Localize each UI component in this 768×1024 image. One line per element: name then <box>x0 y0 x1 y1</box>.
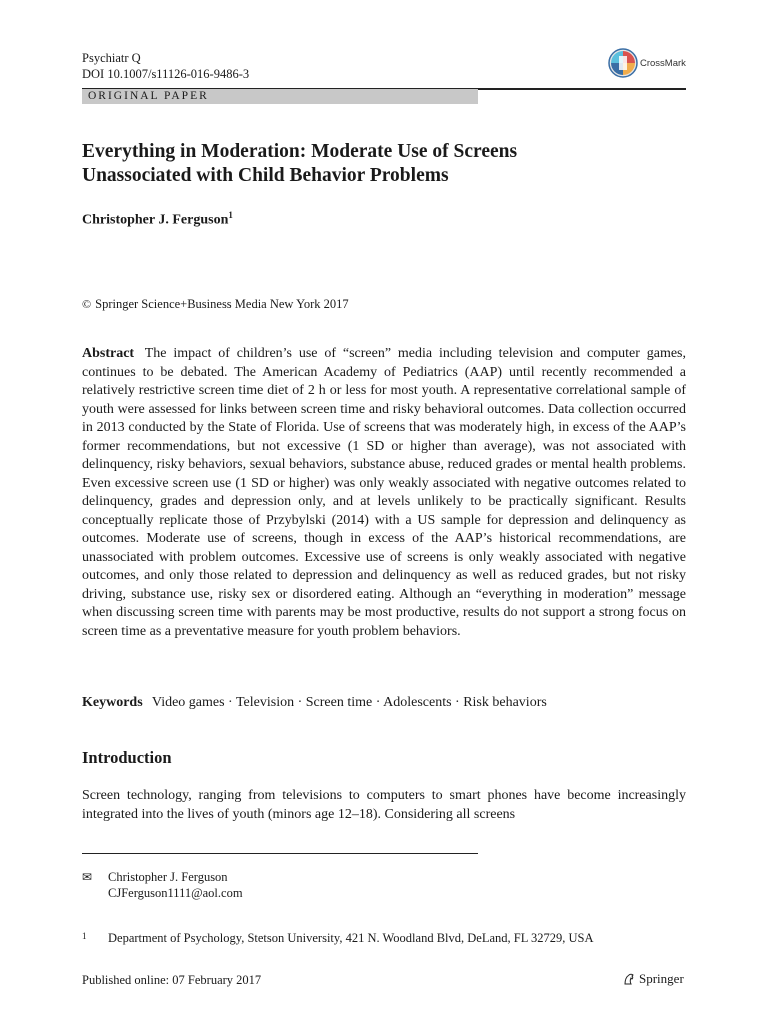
author-name[interactable]: Christopher J. Ferguson <box>82 212 229 228</box>
contact-name: Christopher J. Ferguson <box>108 870 228 884</box>
introduction-paragraph: Screen technology, ranging from televisions to computers to smart phones have become increasingly integrated into the lives of youth (minors age 12–18). Considering all screens <box>82 788 686 822</box>
abstract <box>82 345 686 641</box>
affiliation-text: Department of Psychology, Stetson University, 421 N. Woodland Blvd, DeLand, FL 32729, USA <box>108 931 594 945</box>
copyright-icon: © <box>82 297 92 311</box>
crossmark-label: CrossMark <box>640 57 686 69</box>
keywords <box>82 695 686 711</box>
publisher-logo <box>622 971 684 987</box>
abstract-heading: Abstract <box>82 346 135 361</box>
affiliation-number: 1 <box>82 931 87 941</box>
title-line-1: Everything in Moderation: Moderate Use of Screens <box>82 141 518 162</box>
title-line-2: Unassociated with Child Behavior Problems <box>82 165 449 186</box>
affiliation-footnote <box>82 931 686 946</box>
copyright-line <box>82 297 349 312</box>
article-title <box>82 140 686 188</box>
keywords-heading: Keywords <box>82 695 143 710</box>
journal-name: Psychiatr Q <box>82 51 141 65</box>
copyright-text: Springer Science+Business Media New York 2017 <box>95 297 349 311</box>
springer-horse-icon <box>622 972 636 986</box>
author-affiliation-marker: 1 <box>228 210 233 220</box>
footnote-rule <box>82 853 478 854</box>
abstract-text: The impact of children’s use of “screen” media including television and computer games, continues to be debated. The American Academy of Pediatrics (AAP) until recently recommended a relatively restrictive screen time diet of 2 h or less for most youth. A representative correlational sample of youth were assessed for links between screen time and risky behavioral outcomes. Data collection occurred in 2013 conducted by the State of Florida. Use of screens that was moderately high, in excess of the AAP’s former recommendations, but not excessive (1 SD or higher than average), was not associated with delinquency, risky behaviors, sexual behaviors, substance abuse, reduced grades or mental health problems. Even excessive screen use (1 SD or higher) was only weakly associated with negative outcomes related to delinquency, grades and depression only, and at levels unlikely to be practically significant. Results conceptually replicate those of Przybylski (2014) with a US sample for depression and delinquency as outcomes. Moderate use of screens, though in excess of the AAP’s historical recommendations, are unassociated with problem outcomes. Excessive use of screens is only weakly associated with negative outcomes, and only those related to depression and delinquency as well as reduced grades, but not risky driving, substance use, risky sex or disordered eating. Although an “everything in moderation” message when discussing screen time with parents may be most productive, results do not support a strong focus on screen time as a preventative measure for youth problem behaviors. <box>82 346 687 639</box>
journal-header <box>82 50 249 82</box>
publisher-name: Springer <box>639 971 684 986</box>
published-date: Published online: 07 February 2017 <box>82 973 262 987</box>
crossmark-icon <box>608 48 638 78</box>
contact-email[interactable]: CJFerguson1111@aol.com <box>108 886 243 900</box>
keywords-list: Video games · Television · Screen time · Adolescents · Risk behaviors <box>151 695 547 710</box>
crossmark-badge[interactable] <box>608 48 686 78</box>
doi[interactable]: DOI 10.1007/s11126-016-9486-3 <box>82 67 250 81</box>
section-heading-introduction: Introduction <box>82 748 172 767</box>
author-line <box>82 210 233 229</box>
paper-type-label: ORIGINAL PAPER <box>82 89 478 104</box>
envelope-icon: ✉ <box>82 870 93 884</box>
corresponding-author <box>82 869 243 901</box>
